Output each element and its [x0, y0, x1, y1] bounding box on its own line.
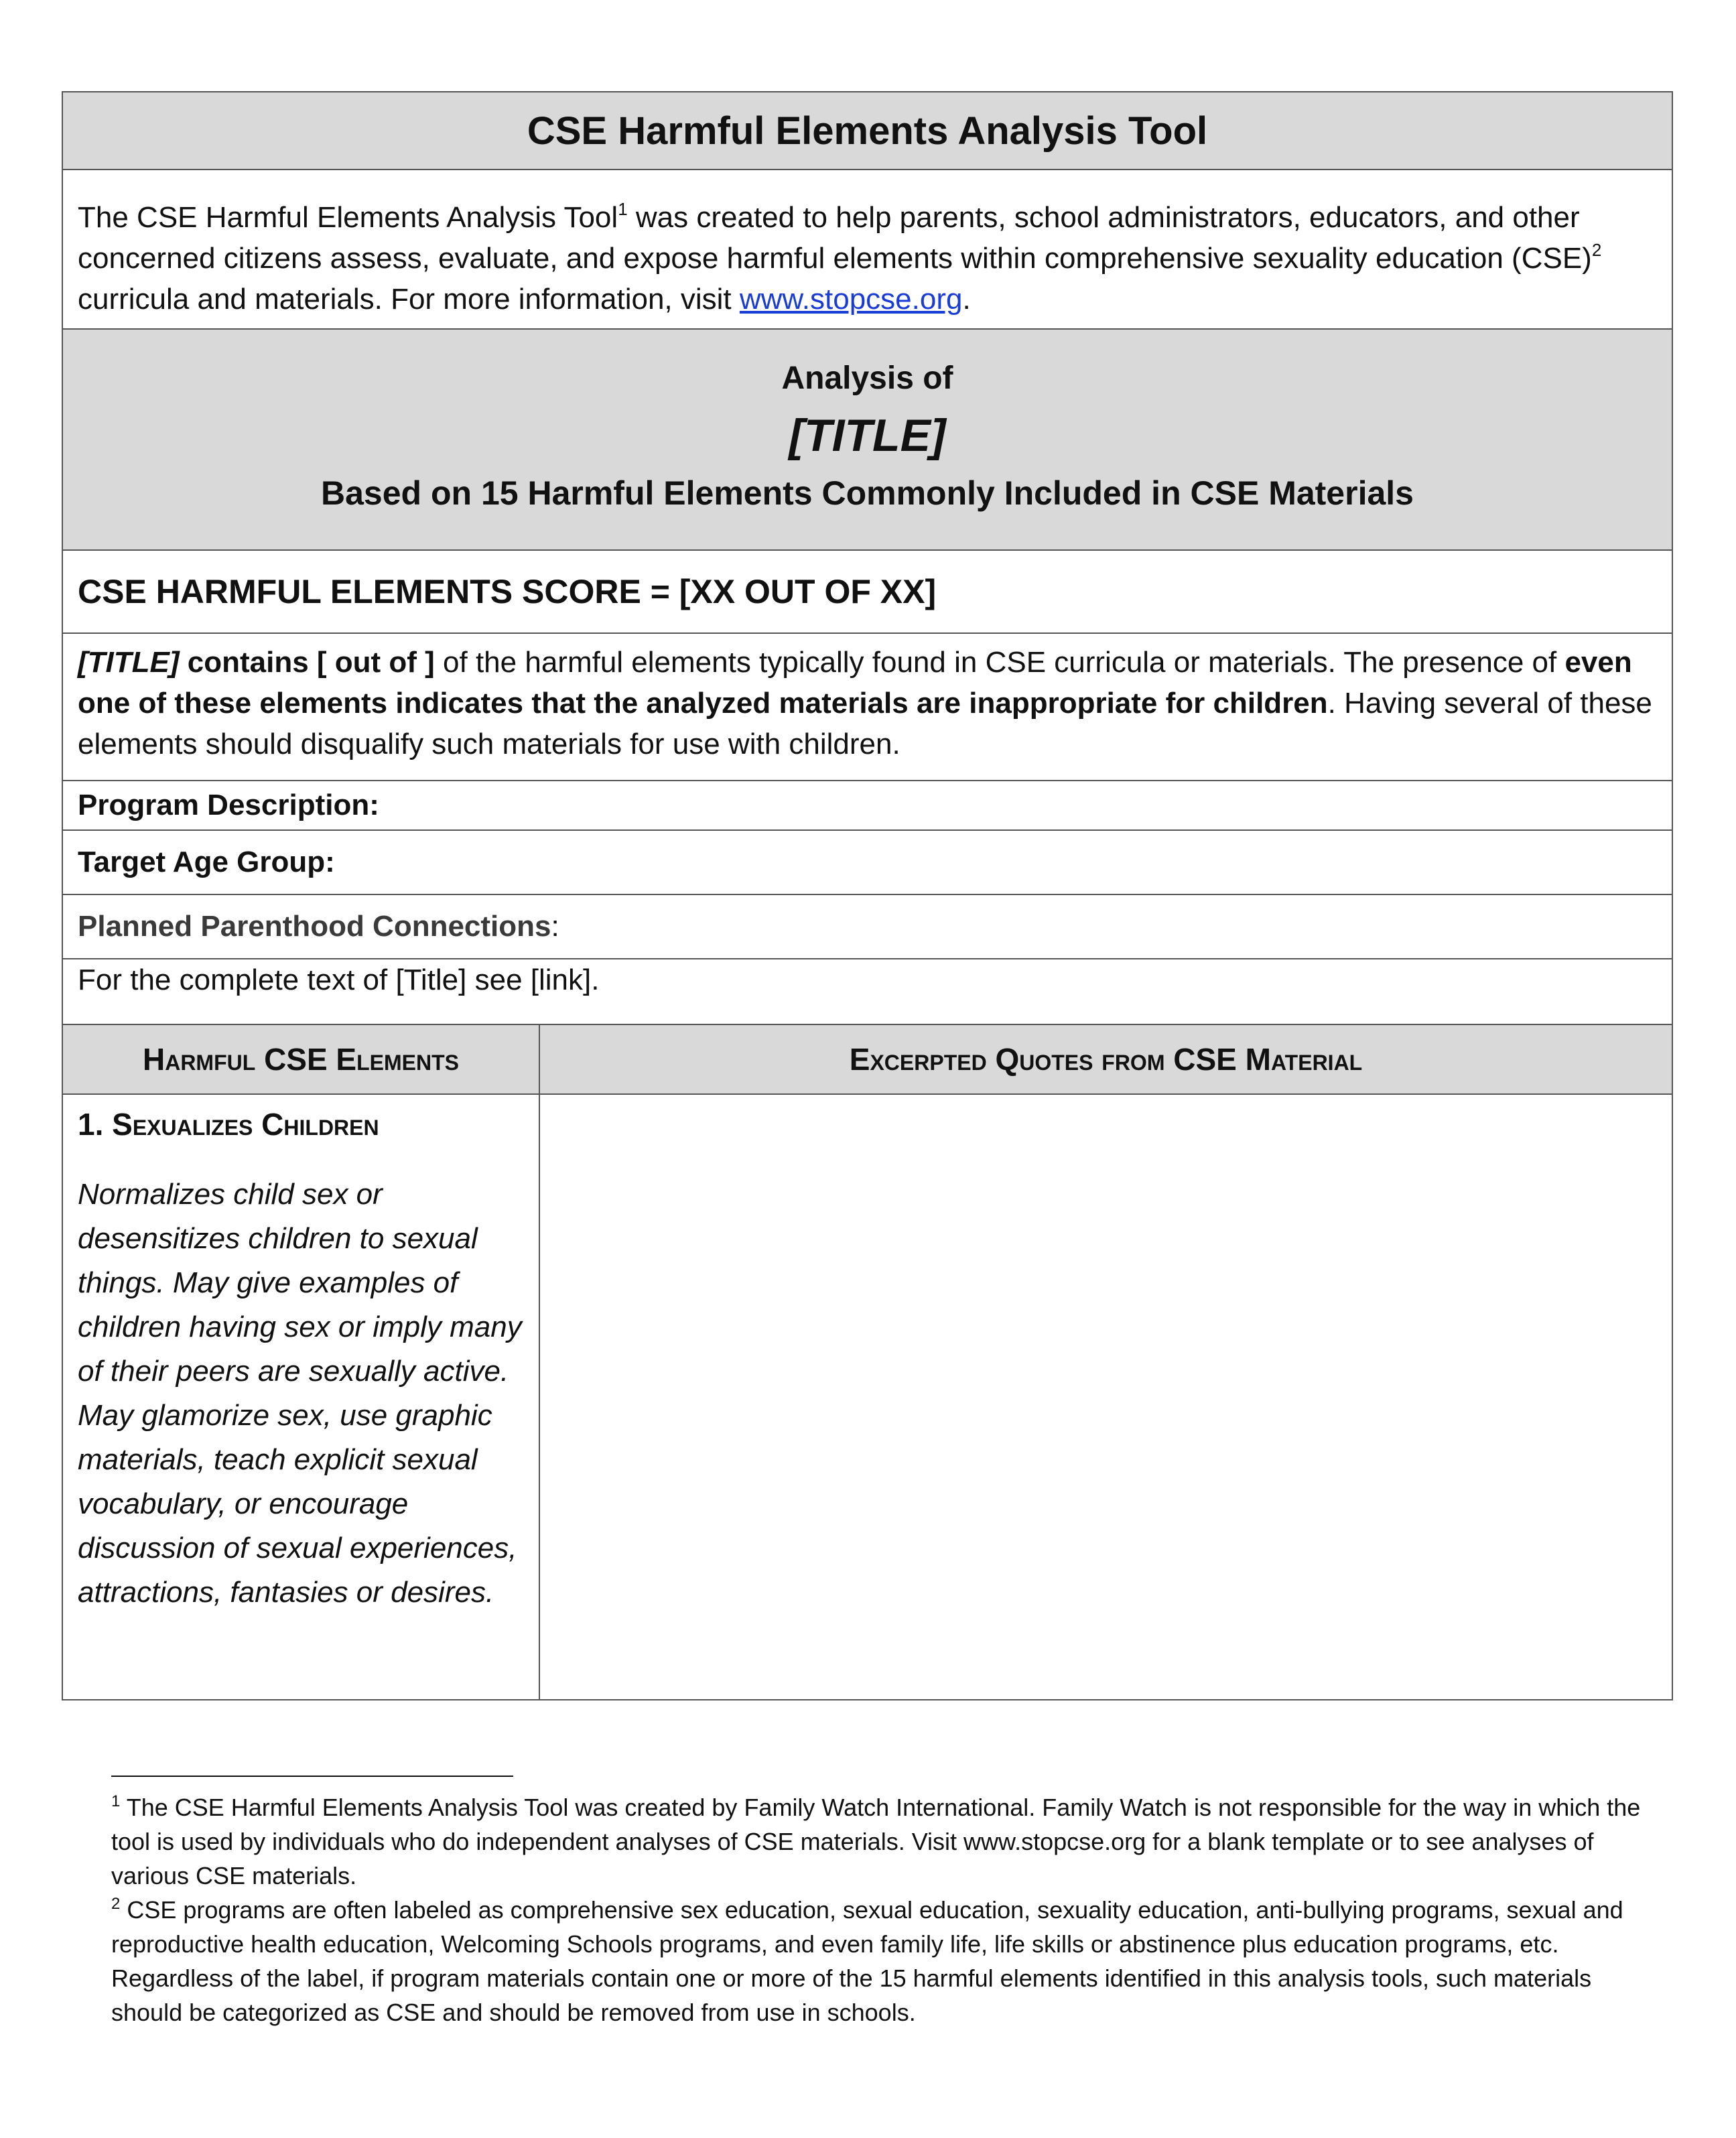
intro-text-end: . — [962, 283, 971, 316]
score-row — [63, 551, 1672, 634]
target-age-label: Target Age Group: — [78, 846, 335, 878]
complete-text-note: For the complete text of [Title] see [link]. — [78, 963, 600, 996]
pp-connections-colon: : — [551, 910, 559, 943]
analysis-form — [62, 91, 1673, 1700]
stopcse-link[interactable]: www.stopcse.org — [739, 283, 963, 316]
element-cell — [63, 1095, 540, 1699]
footnote-1 — [111, 1790, 1646, 1893]
analysis-header — [63, 330, 1672, 551]
contains-paragraph — [63, 634, 1672, 781]
program-description-label: Program Description: — [78, 789, 379, 821]
footnote-1-number: 1 — [111, 1792, 121, 1810]
footnotes — [111, 1790, 1646, 2029]
table-row — [63, 1095, 1672, 1699]
contains-text-1: of the harmful elements typically found in CSE curricula or materials. The presence of — [434, 646, 1565, 679]
analysis-subtitle: Based on 15 Harmful Elements Commonly Included in CSE Materials — [321, 474, 1414, 512]
intro-text-2: was created to help parents, school administrators, educators, and other concerned citizens assess, evaluate, and expose harmful elements within comprehensive sexuality education (CSE) — [78, 201, 1592, 275]
footnote-ref-1: 1 — [618, 199, 628, 219]
col-excerpted-quotes-header: Excerpted Quotes from CSE Material — [849, 1042, 1363, 1077]
pp-connections-label: Planned Parenthood Connections — [78, 910, 551, 943]
footnote-divider — [111, 1776, 513, 1777]
score-text: CSE HARMFUL ELEMENTS SCORE = [XX OUT OF XX] — [78, 573, 937, 610]
target-age-row — [63, 831, 1672, 895]
form-title: CSE Harmful Elements Analysis Tool — [527, 109, 1208, 153]
footnote-1-text: The CSE Harmful Elements Analysis Tool was created by Family Watch International. Family Watch is not responsible for the way in which the tool is used by individuals who do independent analyses of CSE materials. Visit www.stopcse.org for a blank template or to see analyses of various CSE materials. — [111, 1794, 1641, 1889]
footnote-ref-2: 2 — [1591, 240, 1602, 260]
footnote-2 — [111, 1893, 1646, 2029]
contains-title: [TITLE] — [78, 646, 180, 679]
pp-connections-row — [63, 895, 1672, 959]
program-description-row — [63, 781, 1672, 831]
form-title-row — [63, 92, 1672, 170]
analysis-title: [TITLE] — [789, 410, 946, 461]
elements-table-header — [63, 1025, 1672, 1095]
intro-text-1: The CSE Harmful Elements Analysis Tool — [78, 201, 618, 234]
complete-text-row — [63, 959, 1672, 1025]
intro-text-3: curricula and materials. For more information, visit — [78, 283, 740, 316]
element-name: 1. Sexualizes Children — [78, 1107, 379, 1142]
analysis-label: Analysis of — [781, 360, 953, 396]
footnote-2-text: CSE programs are often labeled as comprehensive sex education, sexual education, sexuality education, anti-bullying programs, sexual and reproductive health education, Welcoming Schools programs, and even family life, life skills or abstinence plus education programs, etc. Regardless of the label, if program materials contain one or more of the 15 harmful elements identified in this analysis tools, such materials should be categorized as CSE and should be removed from use in schools. — [111, 1896, 1623, 2026]
footnote-2-number: 2 — [111, 1895, 121, 1913]
contains-text-2: . Having several of these elements should disqualify such materials for use with children. — [78, 687, 1652, 760]
col-harmful-elements-header: Harmful CSE Elements — [63, 1025, 540, 1093]
element-description: Normalizes child sex or desensitizes children to sexual things. May give examples of children having sex or imply many of their peers are sexually active. May glamorize sex, use graphic materials, teach explicit sexual vocabulary, or encourage discussion of sexual experiences, attractions, fantasies or desires. — [78, 1178, 522, 1609]
contains-warning: even one of these elements indicates that the analyzed materials are inappropriate for children — [78, 646, 1632, 720]
quotes-cell[interactable] — [540, 1095, 1672, 1699]
contains-count: contains [ out of ] — [179, 646, 435, 679]
intro-paragraph — [63, 170, 1672, 330]
